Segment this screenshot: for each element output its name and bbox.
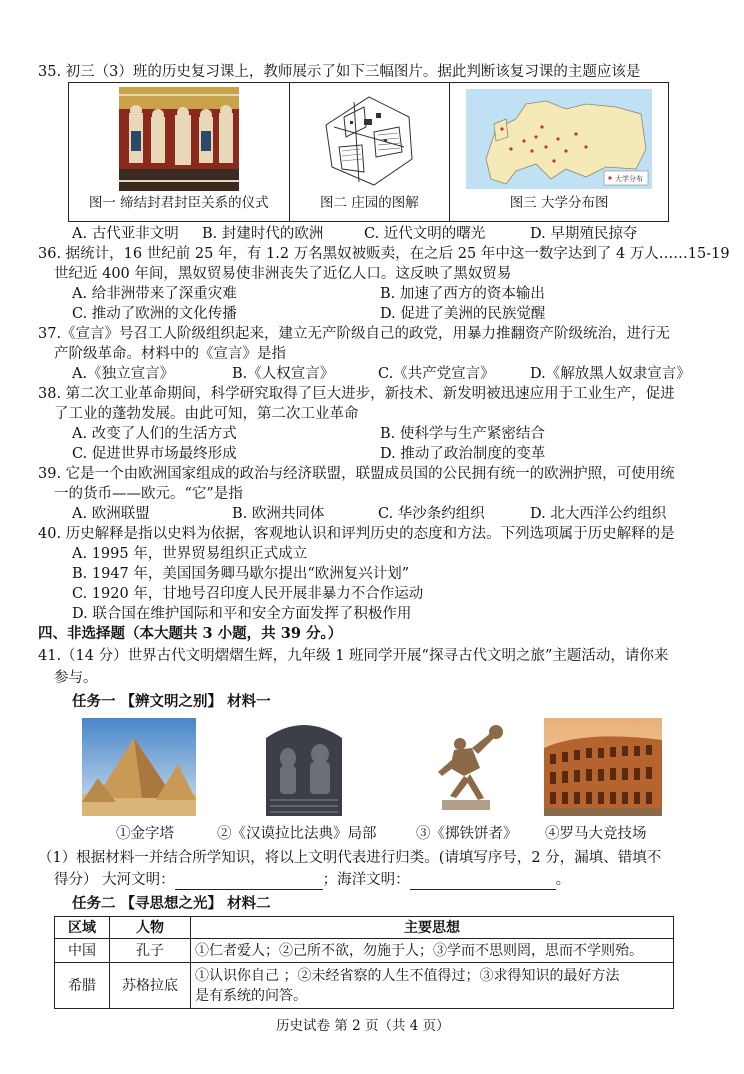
q39-option-b: B. 欧洲共同体 xyxy=(232,506,325,522)
q37-option-b: B.《人权宣言》 xyxy=(232,366,335,382)
section4-heading: 四、非选择题（本大题共 3 小题，共 39 分。） xyxy=(38,625,343,642)
q37-option-d: D.《解放黑人奴隶宣言》 xyxy=(530,366,691,382)
photo-caption-4: ④罗马大竞技场 xyxy=(545,826,647,842)
q40-option-d: D. 联合国在维护国际和平和安全方面发挥了积极作用 xyxy=(72,606,412,622)
row1-person: 孔子 xyxy=(110,939,191,963)
q40-option-a: A. 1995 年，世界贸易组织正式成立 xyxy=(72,546,308,562)
table-row xyxy=(55,963,674,1009)
q37-stem-line2: 产阶级革命。材料中的《宣言》是指 xyxy=(54,346,286,362)
q35-option-c: C. 近代文明的曙光 xyxy=(364,226,486,242)
discobolus-photo xyxy=(420,718,508,822)
q38-stem-line2: 了工业的蓬勃发展。由此可知，第二次工业革命 xyxy=(54,406,359,422)
q39-option-c: C. 华沙条约组织 xyxy=(378,506,485,522)
row2-person: 苏格拉底 xyxy=(110,963,191,1009)
q35-figure-table xyxy=(68,82,669,222)
fig3-legend: 大学分布 xyxy=(615,175,644,183)
q35-option-a: A. 古代亚非文明 xyxy=(72,226,179,242)
page-footer: 历史试卷 第 2 页（共 4 页） xyxy=(276,1018,450,1034)
q38-option-b: B. 使科学与生产紧密结合 xyxy=(380,426,545,442)
pyramid-photo xyxy=(82,718,196,822)
q38-option-c: C. 促进世界市场最终形成 xyxy=(72,446,237,462)
thinkers-table xyxy=(54,916,674,1009)
row2-idea-line2: 是有系统的问答。 xyxy=(195,987,307,1004)
q35-option-d: D. 早期殖民掠夺 xyxy=(530,226,638,242)
table-row xyxy=(55,939,674,963)
sub1-line1: （1）根据材料一并结合所学知识，将以上文明代表进行归类。(请填写序号，2 分，漏填、错填不 xyxy=(38,850,662,866)
row1-region: 中国 xyxy=(55,939,110,963)
q40-stem: 40. 历史解释是指以史料为依据，客观地认识和评判历史的态度和方法。下列选项属于历史解释的是 xyxy=(38,526,675,542)
q36-option-b: B. 加速了西方的资本输出 xyxy=(380,286,545,302)
fig3-caption: 图三 大学分布图 xyxy=(509,195,609,211)
fig2-caption: 图二 庄园的图解 xyxy=(319,195,419,211)
q38-stem-line1: 38. 第二次工业革命期间，科学研究取得了巨大进步，新技术、新发明被迅速应用于工业生产，促进 xyxy=(38,386,675,402)
ocean-civilization-label: ；海洋文明： xyxy=(322,872,410,888)
hammurabi-code-photo xyxy=(260,718,348,822)
photo-caption-2: ②《汉谟拉比法典》局部 xyxy=(217,826,377,842)
q39-stem-line2: 一的货币——欧元。“它”是指 xyxy=(54,486,243,502)
q40-option-c: C. 1920 年，甘地号召印度人民开展非暴力不合作运动 xyxy=(72,586,424,602)
q36-option-d: D. 促进了美洲的民族觉醒 xyxy=(380,306,546,322)
row2-region: 希腊 xyxy=(55,963,110,1009)
fig1-vassal-ceremony-image xyxy=(69,83,289,193)
q38-option-d: D. 推动了政治制度的变革 xyxy=(380,446,546,462)
river-civilization-blank[interactable] xyxy=(175,873,323,890)
q41-stem-line1: 41.（14 分）世界古代文明熠熠生辉，九年级 1 班同学开展“探寻古代文明之旅”主题活动，请你来 xyxy=(38,648,669,664)
th-idea: 主要思想 xyxy=(191,917,674,939)
q36-option-a: A. 给非洲带来了深重灾难 xyxy=(72,286,237,302)
th-person: 人物 xyxy=(110,917,191,939)
q39-option-d: D. 北大西洋公约组织 xyxy=(530,506,667,522)
row1-idea: ①仁者爱人；②己所不欲，勿施于人；③学而不思则罔，思而不学则殆。 xyxy=(191,939,674,963)
q36-option-c: C. 推动了欧洲的文化传播 xyxy=(72,306,237,322)
row2-idea-line1: ①认识你自己 ；②未经省察的人生不值得过；③求得知识的最好方法 xyxy=(195,967,620,984)
fig3-university-map xyxy=(450,83,668,193)
task2-heading: 任务二 【寻思想之光】 材料二 xyxy=(72,895,271,912)
photo-caption-3: ③《掷铁饼者》 xyxy=(416,826,518,842)
q41-stem-line2: 参与。 xyxy=(54,670,98,686)
q37-stem-line1: 37.《宣言》号召工人阶级组织起来，建立无产阶级自己的政党，用暴力推翻资产阶级统治，进行无 xyxy=(38,326,671,342)
fig2-manor-diagram xyxy=(290,83,450,193)
q35-stem: 35. 初三（3）班的历史复习课上，教师展示了如下三幅图片。据此判断该复习课的主题应该是 xyxy=(38,64,641,80)
q37-option-a: A.《独立宣言》 xyxy=(72,366,175,382)
q39-option-a: A. 欧洲联盟 xyxy=(72,506,150,522)
photo-caption-1: ①金字塔 xyxy=(116,826,174,842)
q38-option-a: A. 改变了人们的生活方式 xyxy=(72,426,237,442)
q35-option-b: B. 封建时代的欧洲 xyxy=(202,226,324,242)
row2-idea xyxy=(191,963,674,1009)
q37-option-c: C.《共产党宣言》 xyxy=(378,366,495,382)
q39-stem-line1: 39. 它是一个由欧洲国家组成的政治与经济联盟，联盟成员国的公民拥有统一的欧洲护照，可使用统 xyxy=(38,466,675,482)
ocean-civilization-blank[interactable] xyxy=(410,873,556,890)
river-civilization-label: 得分） 大河文明： xyxy=(54,872,175,888)
q40-option-b: B. 1947 年，美国国务卿马歇尔提出“欧洲复兴计划” xyxy=(72,566,410,582)
sub1-end-mark: 。 xyxy=(555,872,571,888)
colosseum-photo xyxy=(544,718,662,822)
th-region: 区域 xyxy=(55,917,110,939)
sub1-line2 xyxy=(54,870,570,890)
task1-heading: 任务一 【辨文明之别】 材料一 xyxy=(72,693,271,710)
fig1-caption: 图一 缔结封君封臣关系的仪式 xyxy=(88,195,269,211)
q36-stem-line2: 世纪近 400 年间，黑奴贸易使非洲丧失了近亿人口。这反映了黑奴贸易 xyxy=(54,266,512,282)
q36-stem-line1: 36. 据统计，16 世纪前 25 年，有 1.2 万名黑奴被贩卖，在之后 25 年中这一数字达到了 4 万人……15-19 xyxy=(38,246,730,262)
